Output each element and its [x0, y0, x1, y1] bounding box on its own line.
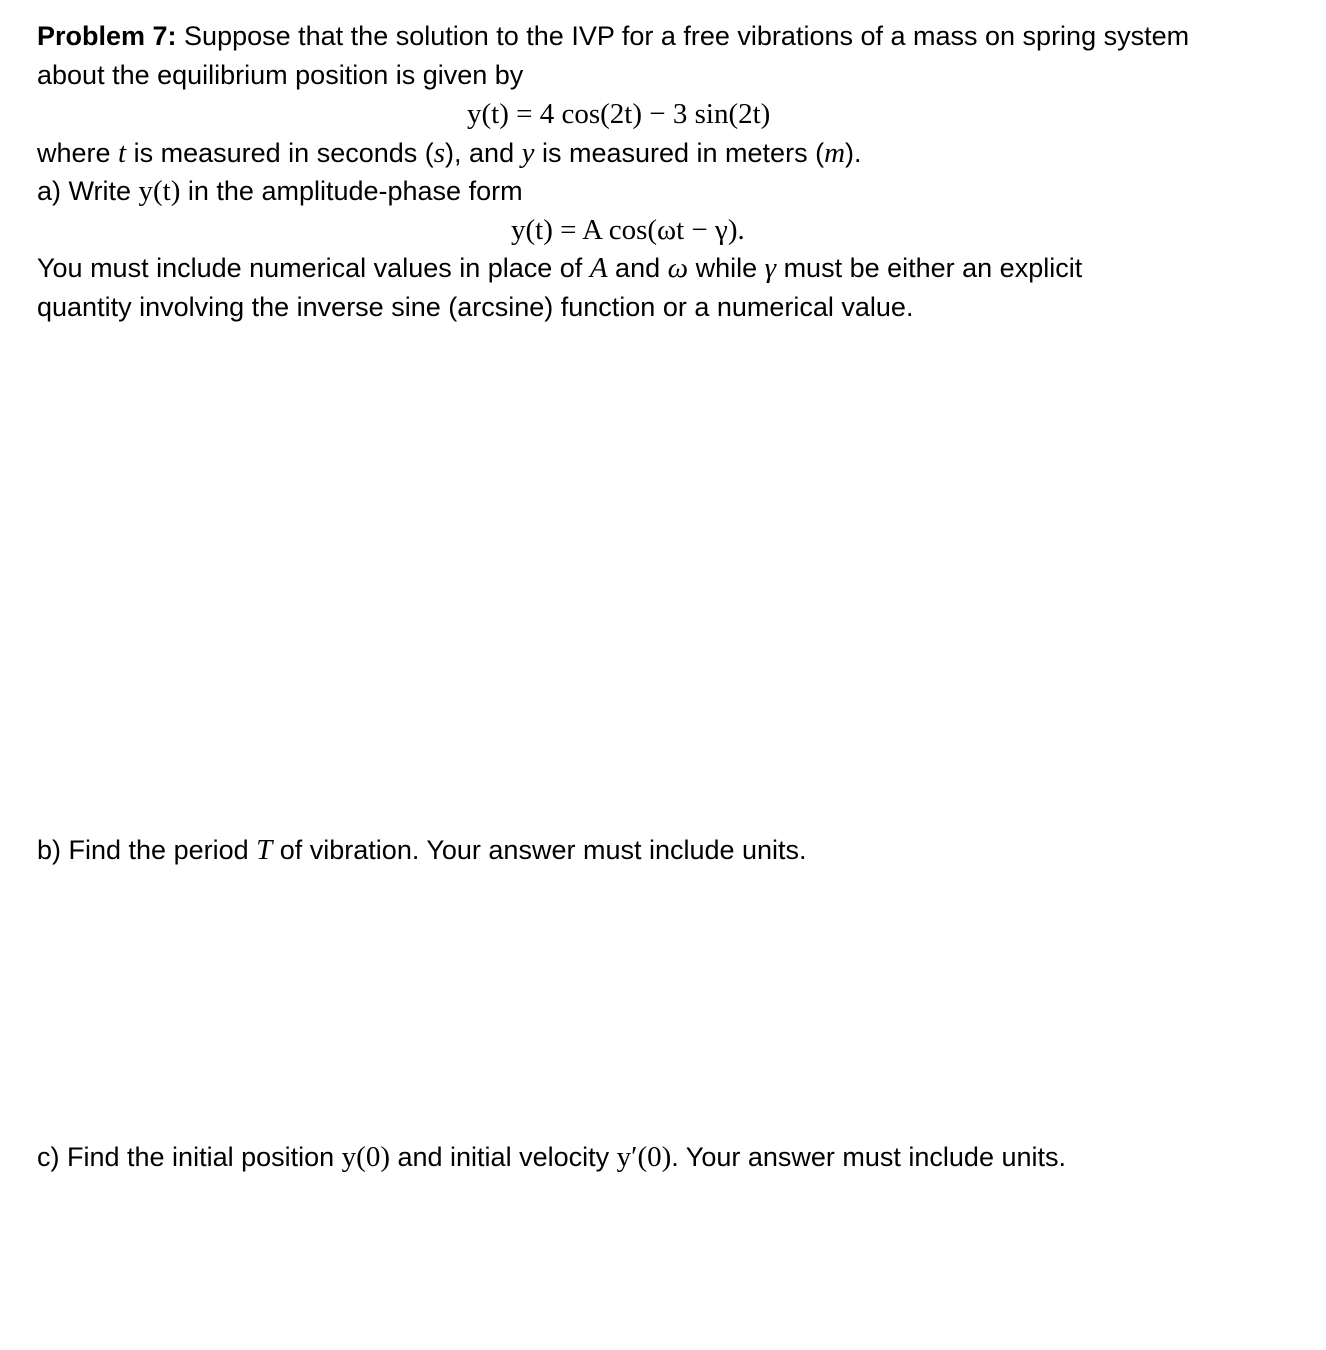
part-b-prompt: b) Find the period T of vibration. Your answer must include units.: [37, 834, 807, 866]
part-a-instructions-line-2: quantity involving the inverse sine (arcsine) function or a numerical value.: [37, 292, 914, 322]
amplitude-phase-equation: y(t) = A cos(ωt − γ).: [511, 214, 745, 246]
problem-intro-line-2: about the equilibrium position is given by: [37, 60, 524, 90]
part-a-instructions-line-1: You must include numerical values in place of A and ω while γ must be either an explicit: [37, 252, 1083, 284]
problem-heading: Problem 7:: [37, 21, 177, 51]
part-a-prompt: a) Write y(t) in the amplitude-phase form: [37, 175, 523, 207]
units-line: where t is measured in seconds (s), and y is measured in meters (m).: [37, 137, 862, 169]
problem-intro-line-1: Problem 7: Suppose that the solution to the IVP for a free vibrations of a mass on spring system: [37, 21, 1190, 51]
part-c-prompt: c) Find the initial position y(0) and initial velocity y′(0). Your answer must include units.: [37, 1141, 1066, 1173]
given-equation: y(t) = 4 cos(2t) − 3 sin(2t): [467, 98, 771, 130]
